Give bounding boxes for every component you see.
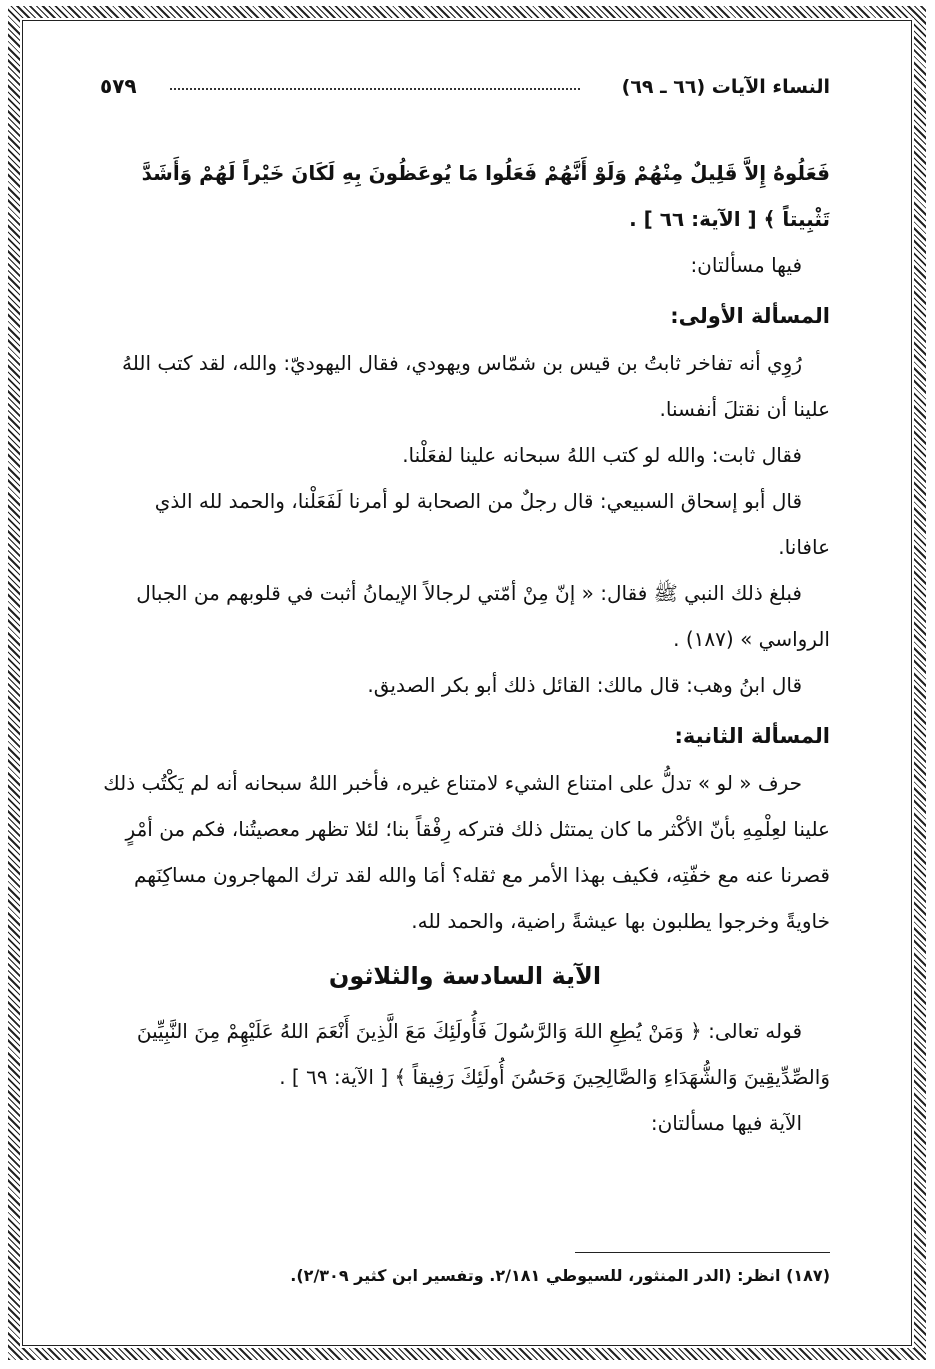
paragraph: الآية فيها مسألتان: bbox=[650, 1111, 802, 1135]
page-body bbox=[100, 150, 830, 1146]
running-header bbox=[100, 72, 830, 106]
header-dot-leader bbox=[170, 88, 580, 90]
intro-text: فيها مسألتان: bbox=[690, 253, 802, 277]
header-title: النساء الآيات (٦٦ ـ ٦٩) bbox=[621, 76, 830, 98]
footnote-rule bbox=[575, 1252, 830, 1253]
footnote: (١٨٧) انظر: (الدر المنثور، للسيوطي ٢/١٨١. وتفسير ابن كثير ٢/٣٠٩). bbox=[290, 1266, 830, 1285]
paragraph: قوله تعالى: ﴿ وَمَنْ يُطِعِ اللهَ وَالرَّسُولَ فَأُولَئِكَ مَعَ الَّذِينَ أَنْعَمَ اللهُ عَلَيْهِمْ مِنَ النَّبِيِّينَ وَالصِّدِّيقِينَ وَالشُّهَدَاءِ وَالصَّالِحِينَ وَحَسُنَ أُولَئِكَ رَفِيقاً ﴾ [ الآية: ٦٩ ] . bbox=[136, 1019, 830, 1089]
section-title: الآية السادسة والثلاثون bbox=[328, 962, 602, 990]
paragraph: قال أبو إسحاق السبيعي: قال رجلٌ من الصحابة لو أمرنا لَفَعَلْنا، والحمد لله الذي عافانا. bbox=[154, 489, 830, 559]
question-one-heading: المسألة الأولى: bbox=[670, 304, 830, 328]
page-number: ٥٧٩ bbox=[100, 74, 137, 98]
question-two-heading: المسألة الثانية: bbox=[674, 724, 830, 748]
verse-tail: فَعَلُوهُ إِلاَّ قَلِيلٌ مِنْهُمْ وَلَوْ أَنَّهُمْ فَعَلُوا مَا يُوعَظُونَ بِهِ لَكَانَ خَيْراً لَهُمْ وَأَشَدَّ تَثْبِيتاً ﴾ [ الآية: ٦٦ ] . bbox=[141, 161, 830, 231]
paragraph: حرف « لو » تدلُّ على امتناع الشيء لامتناع غيره، فأخبر اللهُ سبحانه أنه لم يَكْتُب ذلك علينا لعِلْمِهِ بأنّ الأكْثر ما كان يمتثل ذلك فتركه رِفْقاً بنا؛ لئلا تظهر معصيتُنا، فكم من أمْرٍ قصرنا عنه مع خفّتِه، فكيف بهذا الأمر مع ثقله؟ أمَا والله لقد ترك المهاجرون مساكِنَهم خاويةً وخرجوا يطلبون بها عيشةً راضية، والحمد لله. bbox=[103, 771, 830, 933]
paragraph: قال ابنُ وهب: قال مالك: القائل ذلك أبو بكر الصديق. bbox=[367, 673, 802, 697]
paragraph: رُوِي أنه تفاخر ثابتُ بن قيس بن شمّاس ويهودي، فقال اليهوديّ: والله، لقد كتب اللهُ علينا أن نقتلَ أنفسنا. bbox=[122, 351, 830, 421]
paragraph: فبلغ ذلك النبي ﷺ فقال: « إنّ مِنْ أمّتي لرجالاً الإيمانُ أثبت في قلوبهم من الجبال الرواسي » (١٨٧) . bbox=[136, 581, 830, 651]
paragraph: فقال ثابت: والله لو كتب اللهُ سبحانه علينا لفعَلْنا. bbox=[402, 443, 802, 467]
